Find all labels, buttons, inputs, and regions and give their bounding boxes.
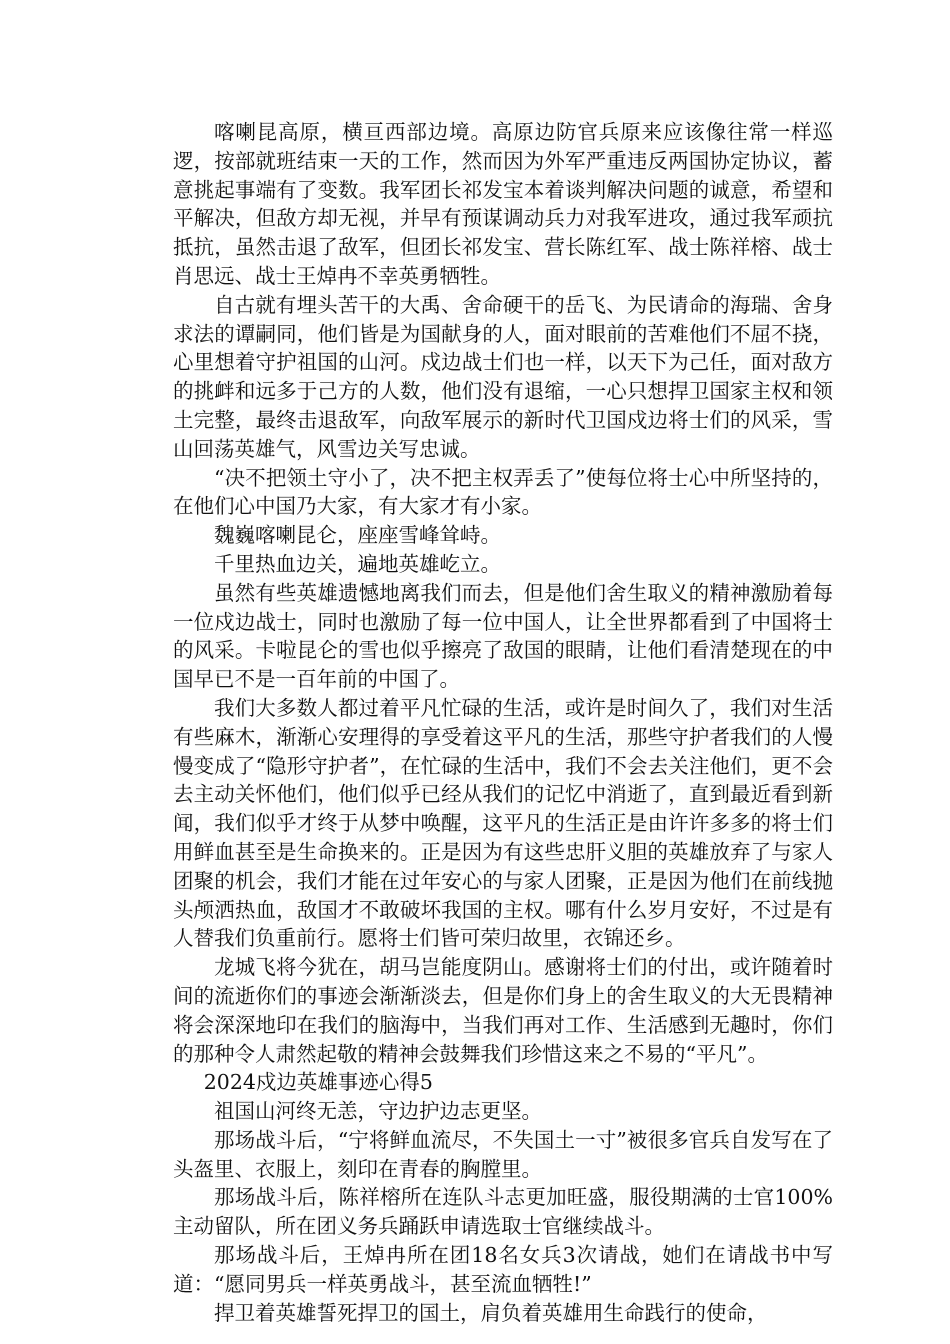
paragraph-10: 祖国山河终无恙，守边护边志更坚。: [214, 1099, 542, 1124]
paragraph-3: “决不把领土守小了，决不把主权弄丢了”使每位将士心中所坚持的，在他们心中国乃大家，有大家才有小家。: [173, 465, 833, 519]
paragraph-11: 那场战斗后，“宁将鲜血流尽，不失国土一寸”被很多官兵自发写在了头盔里、衣服上，刻印在青春的胸膛里。: [173, 1127, 833, 1181]
paragraph-14: 捍卫着英雄誓死捍卫的国土，肩负着英雄用生命践行的使命，: [214, 1300, 768, 1325]
section-heading: 2024戍边英雄事迹心得5: [203, 1070, 433, 1095]
paragraph-2: 自古就有埋头苦干的大禹、舍命硬干的岳飞、为民请命的海瑞、舍身求法的谭嗣同，他们皆是为国献身的人，面对眼前的苦难他们不屈不挠，心里想着守护祖国的山河。戍边战士们也一样，以天下为己任，面对敌方的挑衅和远多于己方的人数，他们没有退缩，一心只想捍卫国家主权和领土完整，最终击退敌军，向敌军展示的新时代卫国戍边将士们的风采，雪山回荡英雄气，风雪边关写忠诚。: [173, 292, 833, 461]
paragraph-5: 千里热血边关，遍地英雄屹立。: [214, 551, 501, 576]
paragraph-6: 虽然有些英雄遗憾地离我们而去，但是他们舍生取义的精神激励着每一位戍边战士，同时也激励了每一位中国人，让全世界都看到了中国将士的风采。卡啦昆仑的雪也似乎擦亮了敌国的眼睛，让他们看清楚现在的中国早已不是一百年前的中国了。: [173, 580, 833, 692]
paragraph-13: 那场战斗后，王焯冉所在团18名女兵3次请战，她们在请战书中写道：“愿同男兵一样英勇战斗，甚至流血牺牲!”: [173, 1243, 833, 1296]
paragraph-4: 魏巍喀喇昆仑，座座雪峰耸峙。: [214, 523, 501, 548]
document-body: [173, 118, 833, 1327]
paragraph-1: 喀喇昆高原，横亘西部边境。高原边防官兵原来应该像往常一样巡逻，按部就班结束一天的工作，然而因为外军严重违反两国协定协议，蓄意挑起事端有了变数。我军团长祁发宝本着谈判解决问题的诚意，希望和平解决，但敌方却无视，并早有预谋调动兵力对我军进攻，通过我军顽抗抵抗，虽然击退了敌军，但团长祁发宝、营长陈红军、战士陈祥榕、战士肖思远、战士王焯冉不幸英勇牺牲。: [173, 120, 833, 288]
paragraph-7: 我们大多数人都过着平凡忙碌的生活，或许是时间久了，我们对生活有些麻木，渐渐心安理得的享受着这平凡的生活，那些守护者我们的人慢慢变成了“隐形守护者”，在忙碌的生活中，我们不会去关注他们，更不会去主动关怀他们，他们似乎已经从我们的记忆中消逝了，直到最近看到新闻，我们似乎才终于从梦中唤醒，这平凡的生活正是由许许多多的将士们用鲜血甚至是生命换来的。正是因为有这些忠肝义胆的英雄放弃了与家人团聚的机会，我们才能在过年安心的与家人团聚，正是因为他们在前线抛头颅洒热血，敌国才不敢破坏我国的主权。哪有什么岁月安好，不过是有人替我们负重前行。愿将士们皆可荣归故里，衣锦还乡。: [173, 695, 833, 951]
paragraph-8: 龙城飞将今犹在，胡马岂能度阴山。感谢将士们的付出，或许随着时间的流逝你们的事迹会渐渐淡去，但是你们身上的舍生取义的大无畏精神将会深深地印在我们的脑海中，当我们再对工作、生活感到无趣时，你们的那种令人肃然起敬的精神会鼓舞我们珍惜这来之不易的“平凡”。: [173, 955, 833, 1066]
paragraph-12: 那场战斗后，陈祥榕所在连队斗志更加旺盛，服役期满的士官100%主动留队，所在团义务兵踊跃申请选取士官继续战斗。: [173, 1185, 833, 1239]
